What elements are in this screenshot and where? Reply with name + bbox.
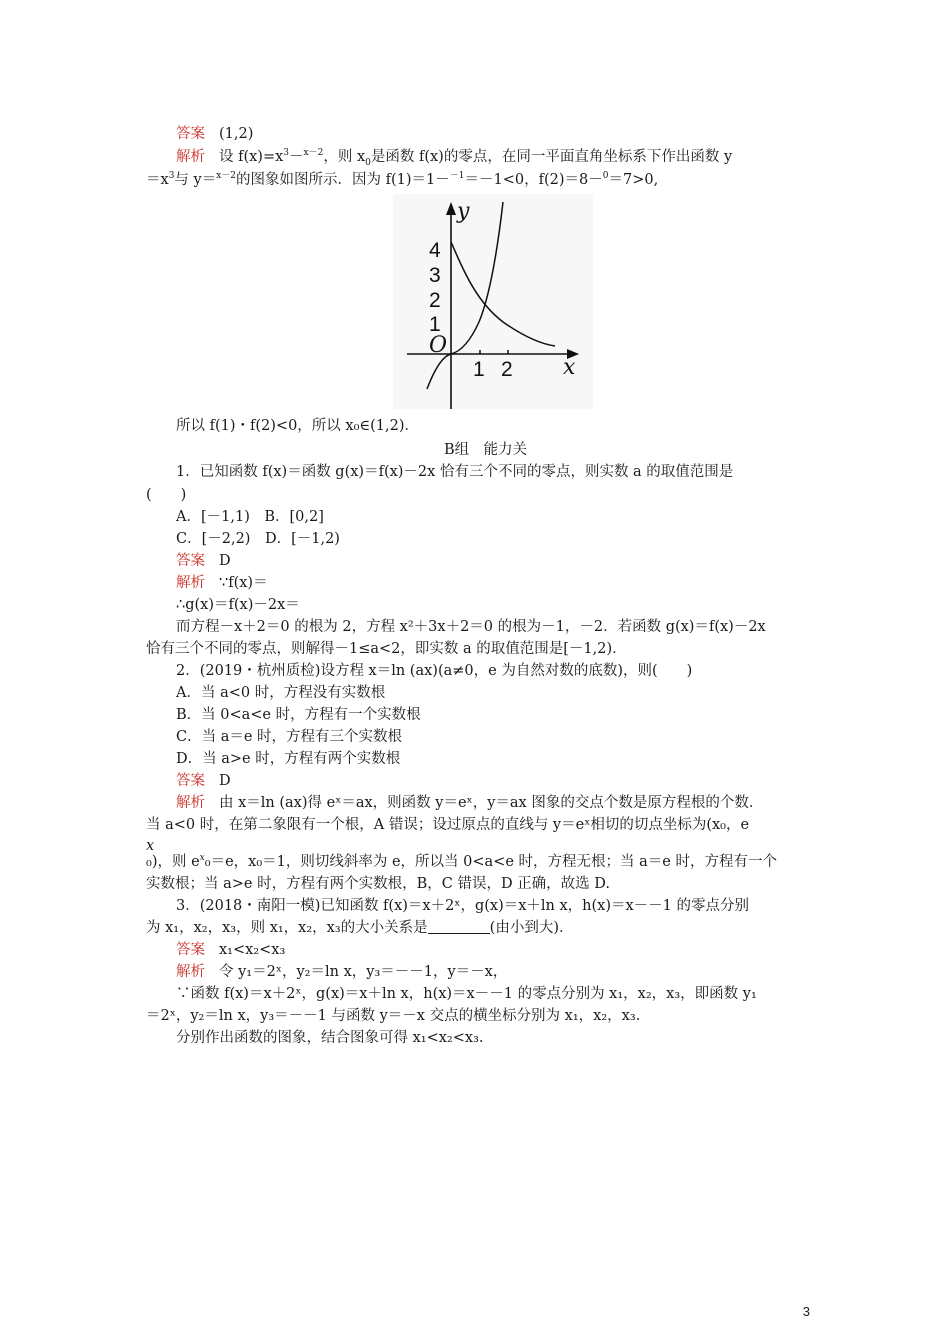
answer-value: x₁<x₂<x₃ [219,942,286,958]
text-span: 为 x₁，x₂，x₃，则 x₁，x₂，x₃的大小关系是 [146,920,428,936]
q2-answer [176,771,231,791]
q3-analysis-4: 分别作出函数的图象，结合图象可得 x₁<x₂<x₃. [176,1030,484,1046]
exp-curve [451,242,555,346]
answer-line-1 [176,124,253,144]
text-span: ＝－1<0，f(2)＝8－ [464,172,603,188]
q1-stem: 1．已知函数 f(x)＝函数 g(x)＝f(x)－2x 恰有三个不同的零点，则实数 a 的取值范围是 [176,464,734,480]
q2-option-b: B．当 0<a<e 时，方程有一个实数根 [176,707,421,723]
text-span: ＝7>0, [608,172,659,188]
analysis-label: 解析 [176,575,205,591]
text-span: ₀＝e，x₀＝1，则切线斜率为 e，所以当 0<a<e 时，方程无根；当 a＝e 时，方程有一个 [204,854,777,870]
q3-stem: 3．(2018・南阳一模)已知函数 f(x)＝x＋2ˣ，g(x)＝x＋ln x，h(x)＝x－－1 的零点分别 [176,898,750,914]
analysis-label: 解析 [176,149,205,165]
text-span: ₀)，则 e [146,854,200,870]
y-tick-label: 4 [429,239,441,262]
q3-stem-cont [146,918,574,938]
y-tick-label: 3 [429,264,441,287]
q3-analysis-2: ∵函数 f(x)＝x＋2ˣ，g(x)＝x＋ln x，h(x)＝x－－1 的零点分别为 x₁，x₂，x₃，即函数 y₁ [176,986,757,1002]
q1-options-cd: C．[－2,2) D．[－1,2) [176,531,340,547]
y-axis-label: y [457,199,470,224]
sup: －1 [449,171,465,182]
analysis-line-1 [176,147,732,167]
q1-stem-cont: ( ) [146,487,187,503]
q3-analysis [176,962,507,982]
sub: 0 [365,157,371,168]
q2-stem: 2．(2019・杭州质检)设方程 x＝ln (ax)(a≠0，e 为自然对数的底数)，则( ) [176,663,693,679]
text-span: 的图象如图所示．因为 f(1)＝1－ [236,172,450,188]
text-span: (由小到大)． [489,920,574,936]
q3-answer [176,940,285,960]
page-number: 3 [802,1304,810,1319]
text-span: 与 y＝ [174,172,217,188]
q3-analysis-3: ＝2ˣ，y₂＝ln x，y₃＝－－1 与函数 y＝－x 交点的横坐标分别为 x₁，x₂，x₃. [146,1008,641,1024]
origin-label: O [429,333,448,358]
answer-value: (1,2) [219,126,254,142]
conclusion-line: 所以 f(1)・f(2)<0，所以 x₀∈(1,2)． [176,418,420,434]
q1-analysis-3: 而方程－x＋2＝0 的根为 2，方程 x²＋3x＋2＝0 的根为－1，－2．若函数 g(x)＝f(x)－2x [176,619,766,635]
q1-options-ab: A．[－1,1) B．[0,2] [176,509,324,525]
analysis-line-2 [146,170,658,190]
q2-analysis-5: 实数根；当 a>e 时，方程有两个实数根，B，C 错误，D 正确，故选 D. [146,876,611,892]
q2-option-c: C．当 a＝e 时，方程有三个实数根 [176,729,403,745]
sup: 3 [283,148,290,159]
q1-analysis-2: ∴g(x)＝f(x)－2x＝ [176,597,300,613]
answer-label: 答案 [176,553,205,569]
text-span: 是函数 f(x)的零点，在同一平面直角坐标系下作出函数 y [370,149,733,165]
sup: 0 [602,171,609,182]
analysis-label: 解析 [176,795,205,811]
q1-analysis [176,573,268,593]
x-tick-label: 2 [501,358,513,381]
text-span: ∵f(x)＝ [219,575,268,591]
q2-analysis-4 [146,852,777,872]
text-span: ＝x [146,172,169,188]
graph-svg [393,194,593,409]
sup: x [199,853,205,864]
x-tick-label: 1 [473,358,485,381]
answer-value: D [219,773,231,789]
sup: 3 [168,171,175,182]
q2-option-d: D．当 a>e 时，方程有两个实数根 [176,751,401,767]
y-tick-label: 2 [429,289,441,312]
text-span: － [289,149,304,165]
sup: x－2 [303,148,324,159]
q2-analysis-3: x [146,838,155,854]
answer-value: D [219,553,231,569]
answer-blank [428,919,490,934]
text-span: 令 y₁＝2ˣ，y₂＝ln x，y₃＝－－1，y＝－x， [219,964,508,980]
section-title: B组 能力关 [444,442,528,458]
text-span: 由 x＝ln (ax)得 eˣ＝ax，则函数 y＝eˣ，y＝ax 图象的交点个数是原方程根的个数． [219,795,764,811]
function-graph [393,194,593,409]
y-axis-arrow [446,202,456,215]
sup: x－2 [216,171,237,182]
q1-answer [176,551,231,571]
q2-analysis-2: 当 a<0 时，在第二象限有一个根，A 错误；设过原点的直线与 y＝eˣ相切的切点坐标为(x₀，e [146,817,750,833]
y-tick-label: 1 [429,313,441,336]
q1-analysis-4: 恰有三个不同的零点，则解得－1≤a<2，即实数 a 的取值范围是[－1,2)． [146,641,627,657]
answer-label: 答案 [176,126,205,142]
q2-analysis [176,793,763,813]
answer-label: 答案 [176,942,205,958]
q2-option-a: A．当 a<0 时，方程没有实数根 [176,685,386,701]
x-axis-label: x [563,355,576,380]
analysis-label: 解析 [176,964,205,980]
text-span: 设 f(x)=x [219,149,284,165]
answer-label: 答案 [176,773,205,789]
text-span: ，则 x [323,149,366,165]
